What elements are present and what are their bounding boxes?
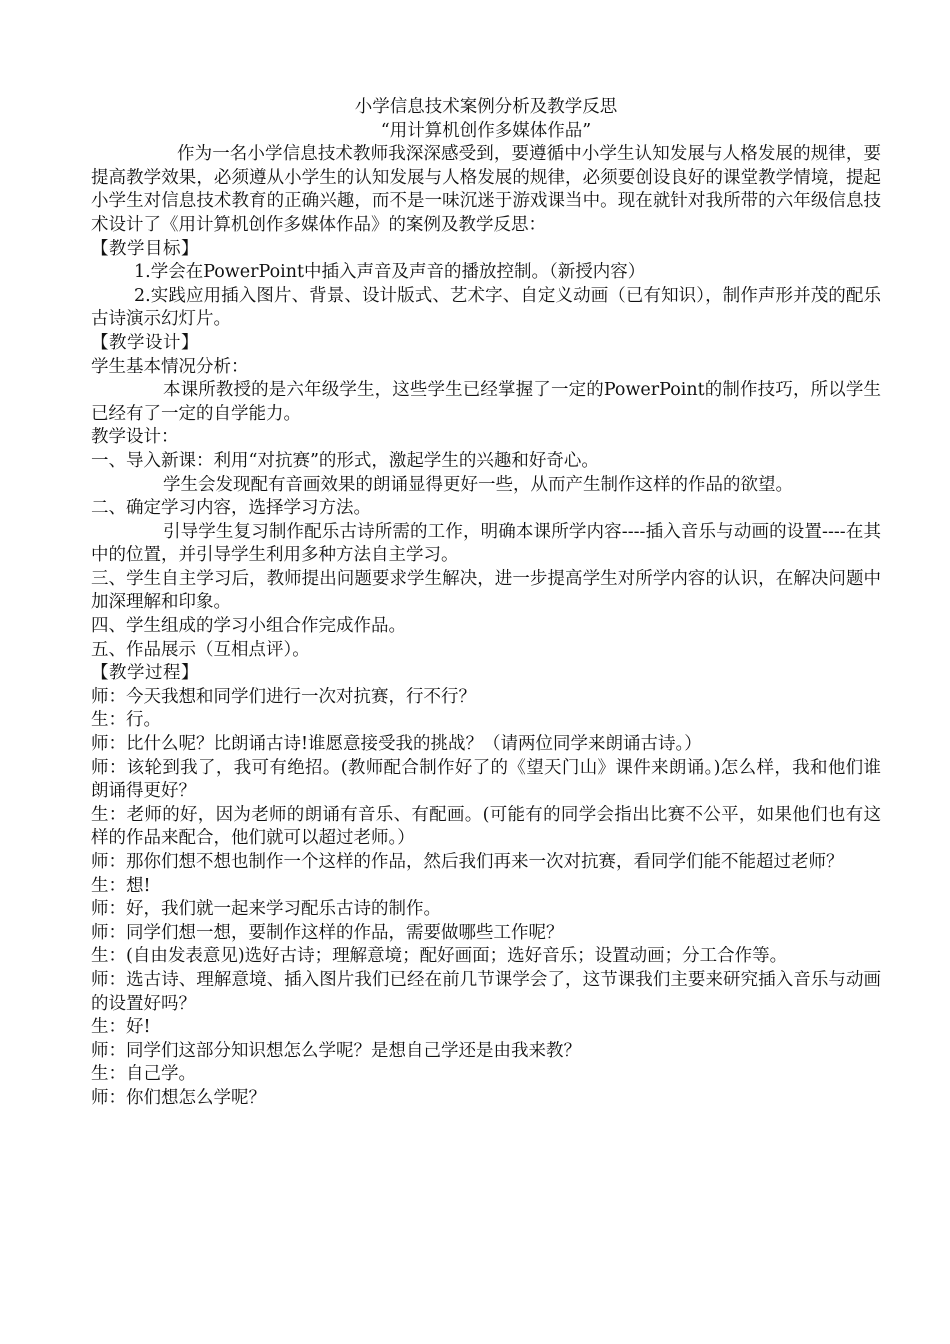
dialogue-line: 生：行。: [91, 710, 161, 731]
dialogue-line: 师：同学们想一想，要制作这样的作品，需要做哪些工作呢？: [91, 922, 564, 943]
goal-item-2: 2.实践应用插入图片、背景、设计版式、艺术字、自定义动画（已有知识），制作声形并茂的配乐古诗演示幻灯片。: [91, 285, 881, 330]
design-step-1: 一、导入新课：利用“对抗赛”的形式，激起学生的兴趣和好奇心。: [91, 450, 599, 471]
dialogue-line: 生：好!: [91, 1017, 151, 1038]
dialogue-line: 生：想!: [91, 875, 151, 896]
document-subtitle: “用计算机创作多媒体作品”: [380, 120, 592, 141]
dialogue-line: 师：那你们想不想也制作一个这样的作品，然后我们再来一次对抗赛，看同学们能不能超过老师？: [91, 852, 844, 872]
dialogue-line: 师：你们想怎么学呢？: [91, 1087, 266, 1108]
student-analysis-paragraph: 本课所教授的是六年级学生，这些学生已经掌握了一定的PowerPoint的制作技巧，所以学生已经有了一定的自学能力。: [91, 380, 881, 424]
dialogue-line: 生：自己学。: [91, 1064, 196, 1085]
dialogue-line: 师：今天我想和同学们进行一次对抗赛，行不行？: [91, 686, 476, 707]
intro-paragraph: 作为一名小学信息技术教师我深深感受到，要遵循中小学生认知发展与人格发展的规律，要提高教学效果，必须遵从小学生的认知发展与人格发展的规律，必须要创设良好的课堂教学情境，提起小学生对信息技术教育的正确兴趣，而不是一味沉迷于游戏课当中。现在就针对我所带的六年级信息技术设计了《用计算机创作多媒体作品》的案例及教学反思：: [91, 144, 881, 235]
dialogue-line: 师：好，我们就一起来学习配乐古诗的制作。: [91, 899, 441, 920]
dialogue-line: 师：比什么呢？比朗诵古诗!谁愿意接受我的挑战？（请两位同学来朗诵古诗。）: [91, 734, 702, 755]
dialogue-line: 师：该轮到我了，我可有绝招。(教师配合制作好了的《望天门山》课件来朗诵。)怎么样，我和他们谁朗诵得更好？: [91, 757, 881, 802]
document-body: [91, 96, 881, 1111]
design-step-2: 二、确定学习内容，选择学习方法。: [91, 498, 371, 519]
section-heading-design: 【教学设计】: [91, 332, 199, 353]
dialogue-line: 生：老师的好，因为老师的朗诵有音乐、有配画。(可能有的同学会指出比赛不公平，如果他们也有这样的作品来配合，他们就可以超过老师。）: [91, 804, 881, 849]
dialogue-line: 师：选古诗、理解意境、插入图片我们已经在前几节课学会了，这节课我们主要来研究插入音乐与动画的设置好吗？: [91, 969, 881, 1014]
section-heading-process: 【教学过程】: [91, 663, 199, 684]
design-label: 教学设计：: [91, 427, 179, 448]
goal-item-1: 1.学会在PowerPoint中插入声音及声音的播放控制。（新授内容）: [134, 262, 646, 283]
section-heading-goals: 【教学目标】: [91, 238, 199, 259]
design-step-1-detail: 学生会发现配有音画效果的朗诵显得更好一些，从而产生制作这样的作品的欲望。: [163, 474, 793, 495]
dialogue-line: 师：同学们这部分知识想怎么学呢？是想自己学还是由我来教？: [91, 1040, 581, 1061]
design-step-2-detail: 引导学生复习制作配乐古诗所需的工作，明确本课所学内容----插入音乐与动画的设置----在其中的位置，并引导学生利用多种方法自主学习。: [91, 521, 881, 566]
student-analysis-label: 学生基本情况分析：: [91, 356, 249, 377]
design-step-3: 三、学生自主学习后，教师提出问题要求学生解决，进一步提高学生对所学内容的认识，在解决问题中加深理解和印象。: [91, 568, 881, 613]
dialogue-line: 生：(自由发表意见)选好古诗；理解意境；配好画面；选好音乐；设置动画；分工合作等。: [91, 946, 788, 967]
document-title: 小学信息技术案例分析及教学反思: [354, 97, 618, 117]
design-step-5: 五、作品展示（互相点评）。: [91, 639, 310, 660]
design-step-4: 四、学生组成的学习小组合作完成作品。: [91, 616, 406, 637]
